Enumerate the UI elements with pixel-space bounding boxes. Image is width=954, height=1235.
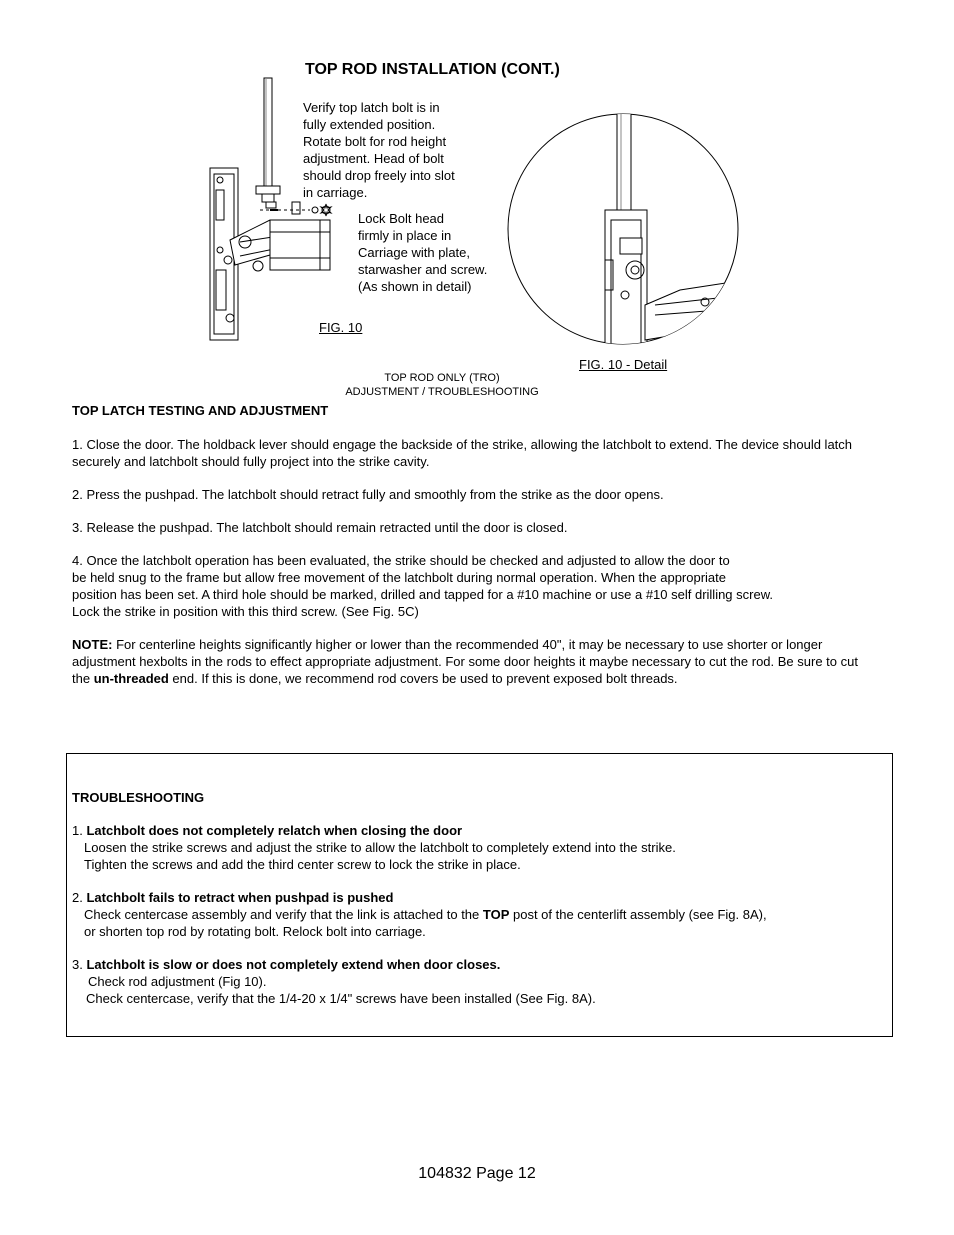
troubleshooting-section — [72, 789, 872, 1007]
fig10-detail-label: FIG. 10 - Detail — [579, 357, 668, 372]
testing-step-1: 1. Close the door. The holdback lever should engage the backside of the strike, allowing the latchbolt to extend. The device should latch securely and latchbolt should fully project into the strike cavity. — [72, 437, 853, 469]
troubleshooting-item-1: 1. Latchbolt does not completely relatch when closing the door Loosen the strike screws and adjust the strike to allow the latchbolt to completely extend into the strike. Tighten the screws and add the third center screw to lock the strike in place. — [72, 823, 676, 872]
fig10-detail-drawing — [505, 110, 745, 350]
note-bold-unthreaded: un-threaded — [93, 671, 169, 686]
troubleshooting-item-2: 2. Latchbolt fails to retract when pushpad is pushed Check centercase assembly and verify that the link is attached to the TOP post of the centerlift assembly (see Fig. 8A), or shorten top rod by rotating bolt. Relock bolt into carriage. — [72, 890, 767, 939]
testing-heading: TOP LATCH TESTING AND ADJUSTMENT — [72, 403, 329, 418]
testing-step-2: 2. Press the pushpad. The latchbolt should retract fully and smoothly from the strike as the door opens. — [72, 487, 664, 502]
note-label: NOTE: — [72, 637, 113, 652]
callout-verify-bolt: Verify top latch bolt is in fully extended position. Rotate bolt for rod height adjustment. Head of bolt should drop freely into slot in carriage. — [303, 100, 455, 200]
page-title: TOP ROD INSTALLATION (CONT.) — [305, 61, 560, 78]
troubleshooting-heading: TROUBLESHOOTING — [72, 790, 205, 805]
testing-note: NOTE: For centerline heights significantly higher or lower than the recommended 40", it may be necessary to use shorter or longer adjustment hexbolts in the rods to effect appropriate adjustment. For some door heights it maybe necessary to cut the rod. Be sure to cut the un-threaded end. If this is done, we recommend rod covers be used to prevent exposed bolt threads. — [72, 637, 858, 686]
fig10-label: FIG. 10 — [319, 320, 363, 335]
callout-lock-bolt: Lock Bolt head firmly in place in Carriage with plate, starwasher and screw. (As shown in detail) — [358, 211, 488, 294]
testing-section — [72, 402, 862, 703]
testing-step-3: 3. Release the pushpad. The latchbolt should remain retracted until the door is closed. — [72, 520, 568, 535]
page-footer: 104832 Page 12 — [418, 1165, 536, 1182]
testing-step-4: 4. Once the latchbolt operation has been evaluated, the strike should be checked and adjusted to allow the door to be held snug to the frame but allow free movement of the latchbolt during normal operation. When the appropriate position has been set. A third hole should be marked, drilled and tapped for a #10 machine or use a #10 self drilling screw. Lock the strike in position with this third screw. (See Fig. 5C) — [72, 553, 773, 619]
figure-caption: TOP ROD ONLY (TRO) ADJUSTMENT / TROUBLESHOOTING — [345, 372, 539, 398]
troubleshooting-item-3: 3. Latchbolt is slow or does not completely extend when door closes. Check rod adjustment (Fig 10). Check centercase, verify that the 1/4-20 x 1/4" screws have been installed (See Fig. 8A). — [72, 957, 596, 1006]
